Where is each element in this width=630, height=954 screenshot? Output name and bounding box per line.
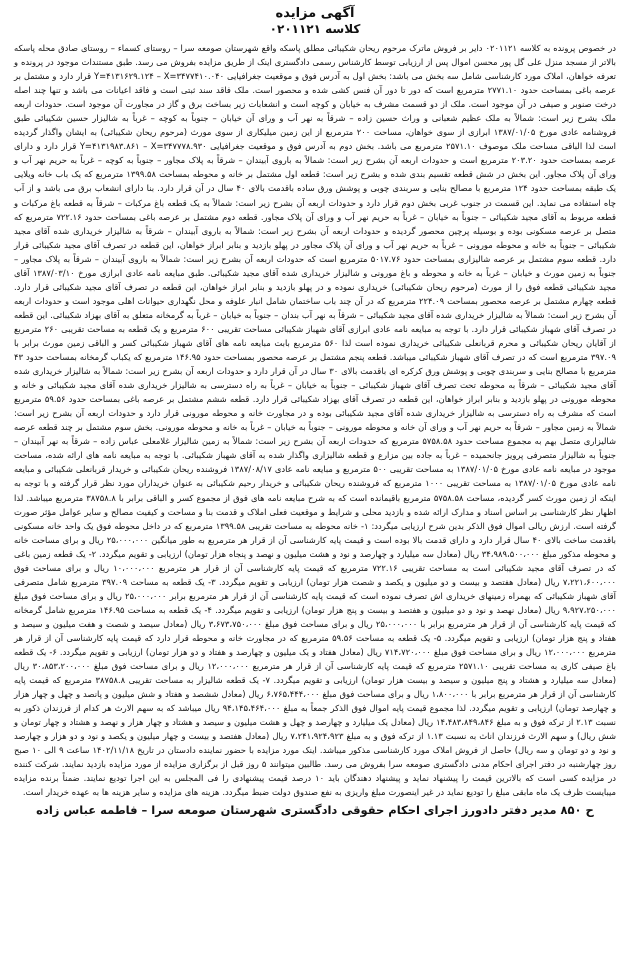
notice-signature: ح ۸۵۰ مدیر دفتر دادورز اجرای احکام حقوقی دادگستری شهرستان صومعه سرا – فاطمه عباس زاده	[36, 802, 594, 817]
notice-class-number: کلاسه ۰۲۰۱۱۲۱	[269, 22, 361, 36]
notice-body-text: در خصوص پرونده به کلاسه ۰۲۰۱۱۲۱ دایر بر فروش ماترک مرحوم ریحان شکیبائی مطلق پاسکه واقع شهرستان صومعه سرا – روستای کسماء – روستای صادق محله پاسکه بالاتر از مسجد منزل علی گل پور محسن اموال پس از ارزیابی توسط کارشناس رسمی دادگستری اینک از طریق مزایده بفروش می رسد. طبق مستندات موجود در پرونده و تعرفه خواهان، املاک مورد کارشناسی شامل سه بخش می باشد: بخش اول به آدرس فوق و موقعیت جغرافیایی Y=۴۱۳۱۶۲۹.۱۲۴ – X=۳۴۷۷۴۱۰.۰۴۰ قرار دارد و مشتمل بر عرصه باغی بمساحت حدود ۲۷۷۱.۱۰ مترمربع است که دور تا دور آن فنس کشی شده و محصور است. ملک فاقد سند ثبتی است و فاقد اعیانات می باشد و تنها چند اصله درخت صنوبر و صیفی در آن موجود است. ملک از دو قسمت مشرف به خیابان و کوچه است و انشعابات زیر بساخت برق و گاز در مجاورت آن موجود است. حدودات اربعه ملک بشرح زیر است: شمالاً به ملک عظیم شعبانی و وراث حسین زاده – شرقاً به نهر آب و ورای آن خیابان – جنوباً به کوچه – غرباً به شالیزار حسین شکیبائی طبق فروشنامه عادی مورخ ۱۳۸۷/۰۱/۰۵ ابرازی از سوی خواهان، مساحت ۲۰۰ مترمربع از این زمین میلیکاری از سوی مورث (مرحوم ریحان شکیبائی) به ایشان واگذار گردیده است لذا الباقی مساحت ملک موصوف ۲۵۷۱.۱۰ مترمربع می باشد. بخش دوم به آدرس فوق و موقعیت جغرافیایی Y=۴۱۳۱۹۸۳.۸۶۱ – X=۳۴۷۷۷۸.۹۳۰ قرار دارد و دارای عرصه بمساحت حدود ۲۰۳.۲۰ مترمربع است و حدودات اربعه آن بشرح زیر است: شمالاً به باروی آبیندان – شرقاً به پلاک مجاور – جنوباً به کوچه – غرباً به حریم نهر آب و ورای آن پلاک مجاور. این بخش در شش قطعه تقسیم بندی شده و بشرح زیر است: قطعه اول مشتمل بر خانه و محوطه بمساحت ۱۳۹۹.۵۸ مترمربع که یک باب خانه ویلایی یک طبقه بمساحت حدود ۱۲۴ مترمربع با مصالح بنایی و سربندی چوبی و پوشش ورق ساده باقدمت بالای ۴۰ سال در آن قرار دارد. بنا دارای انشعاب برق می باشد و از آب چاه استفاده می نماید. این قسمت در جنوب غربی بخش دوم قرار دارد و حدودات اربعه آن بشرح زیر است: شمالاً به یک قطعه باغ مرکبات – شرقاً به قطعه باغ مرکبات و قطعه مربوط به آقای مجید شکیبائی – جنوباً به خیابان – غرباً به حریم نهر آب و ورای آن پلاک مجاور. قطعه دوم مشتمل بر عرصه باغی بمساحت حدود ۷۲۲.۱۶ مترمربع که متصل بر عرصه مسکونی بوده و بوسیله پرچین محصور گردیده و حدودات اربعه آن بشرح زیر است: شمالاً به باروی آبیندان – شرقاً به شالیزار خریداری شده آقای مجید شکیبائی – جنوباً به خانه و محوطه مورونی – غرباً به حریم نهر آب و ورای آن پلاک مجاور در پهلو بازدید و بنابر ابراز خواهان، این قطعه در تصرف آقای مجید شکیبائی قرار دارد. قطعه سوم مشتمل بر عرصه شالیزاری بمساحت حدود ۵۰۱۷.۷۶ مترمربع است که حدودات اربعه آن بشرح زیر است: شمالاً به باروی آبیندان – شرقاً به پلاک مجاور – جنوباً به زمین مورث و خیابان – غرباً به خانه و محوطه و باغ مورونی و شالیزار خریداری شده آقای مجید شکیبائی. طبق مبایعه نامه عادی ابرازی مورخ ۱۳۸۷/۰۳/۱۰ آقای مجید شکیبائی قطعه فوق را از مورث (مرحوم ریحان شکیبائی) خریداری نموده و در پهلو بازدید و بنابر ابراز خواهان، این قطعه در تصرف آقای مجید شکیبائی قرار دارد. قطعه چهارم مشتمل بر عرصه محصور بمساحت ۲۲۴.۰۹ مترمربع که در آن چند باب ساختمان شامل انبار علوفه و محل نگهداری حیوانات اهلی موجود است و حدودات اربعه آن بشرح زیر است: شمالاً به شالیزار خریداری شده آقای مجید شکیبائی – شرقاً به نهر آب بندان – جنوباً به خیابان – غرباً به گرمخانه متعلق به آقای بهزاد شکیبائی. این قطعه در تصرف آقای شهباز شکیبائی قرار دارد. با توجه به مبایعه نامه عادی ابرازی آقای شهباز شکیبائی مساحت تقریبی ۶۰۰ مترمربع و یک قطعه به مساحت تقریبی ۲۶۰ مترمربع از آقایان ریحان شکیبائی و محرم قربانعلی شکیبائی خریداری نموده است لذا ۵۶۰ مترمربع بابت مبایعه نامه های آقای شهباز شکیبائی کسر و الباقی زمین مورث برابر با ۳۹۷.۰۹ مترمربع است که در تصرف آقای شهباز شکیبائی میباشد. قطعه پنجم مشتمل بر عرصه محصور بمساحت حدود ۱۴۶.۹۵ مترمربع که یکباب گرمخانه بمساحت حدود ۴۳ مترمربع با مصالح بنایی و سربندی چوبی و پوشش ورق کرکره ای باقدمت بالای ۳۰ سال در آن قرار دارد و حدودات اربعه آن بشرح زیر است: شمالاً به شالیزار خریداری شده آقای مجید شکیبائی – شرقاً به محوطه تحت تصرف آقای شهباز شکیبائی – جنوباً به خیابان – غرباً به راه دسترسی به شالیزار خریداری شده آقای مجید شکیبائی و خانه و محوطه مورونی در پهلو بازدید و بنابر ابراز خواهان، این قطعه در تصرف آقای بهزاد شکیبائی قرار دارد. قطعه ششم مشتمل بر عرصه باغی بمساحت حدود ۵۹.۵۶ مترمربع است که مشرف به راه دسترسی به شالیزار خریداری شده آقای مجید شکیبائی بوده و در مجاورت خانه و محوطه مورونی قرار دارد و حدودات اربعه آن بشرح زیر است: شمالاً به زمین مجاور – شرقاً به حریم نهر آب و ورای آن خانه و محوطه مورونی – جنوباً به خیابان – غرباً به خانه و محوطه مورونی. بخش سوم مشتمل بر چند قطعه عرصه شالیزاری متصل بهم به مجموع مساحت حدود ۵۷۵۸.۵۸ مترمربع که حدودات اربعه آن بشرح زیر است: شمالاً به زمین شالیزار غلامعلی عباس زاده – شرقاً به نهر آبیندان – جنوباً به شالیزار متصرفی پرویز جانحمیده – غرباً به جاده بین مزارع و قطعه شالیزاری واگذار شده به آقای شهباز شکیبائی. با توجه به مبایعه نامه های ارائه شده، مساحت موجود در مبایعه نامه عادی مورخ ۱۳۸۷/۰۱/۰۵ به مساحت تقریبی ۵۰۰ مترمربع و مبایعه نامه عادی ۱۳۸۷/۰۸/۱۷ فروشنده ریحان شکیبائی و خریدار قربانعلی شکیبائی و مبایعه نامه عادی مورخ ۱۳۸۷/۰۱/۰۵ به مساحت تقریبی ۱۰۰۰ مترمربع که فروشنده ریحان شکیبائی و خریدار رحیم شکیبائی به عنوان خریداران مورد نظر قرار گرفته و با توجه به اینکه از زمین مورث کسر گردیده، مساحت ۵۷۵۸.۵۸ مترمربع باقیمانده است که به شرح مبایعه نامه های فوق از مجموع کسر و الباقی برابر با ۳۸۷۵۸.۸ مترمربع میباشد. لذا اظهار نظر کارشناسی بر اساس اسناد و مدارک ارائه شده و بازدید محلی و شرایط و موقعیت فعلی املاک و قدمت بنا و مساحت و کیفیت مصالح و سایر عوامل مؤثر صورت گرفته است. ارزش ریالی اموال فوق الذکر بدین شرح ارزیابی میگردد: ۱- خانه محوطه به مساحت تقریبی ۱۳۹۹.۵۸ مترمربع که در داخل محوطه فوق یک واحد خانه مسکونی باقدمت ساخت بالای ۴۰ سال قرار دارد و دارای قدمت بالا بوده است و قیمت پایه کارشناسی آن از قرار هر مترمربع به طور میانگین ۲۵،۰۰۰،۰۰۰ ریال و برای مساحت خانه و محوطه مذکور مبلغ ۳۴،۹۸۹،۵۰۰،۰۰۰ ریال (معادل سه میلیارد و چهارصد و نود و هشت میلیون و نهصد و پنجاه هزار تومان) ارزیابی و تقویم میگردد. ۲- یک قطعه زمین باغی که در تصرف آقای مجید شکیبائی است به مساحت تقریبی ۷۲۲.۱۶ مترمربع که قیمت پایه کارشناسی آن از قرار هر مترمربع ۱۰،۰۰۰،۰۰۰ ریال و برای مساحت فوق ۷،۲۲۱،۶۰۰،۰۰۰ ریال (معادل هفتصد و بیست و دو میلیون و یکصد و شصت هزار تومان) ارزیابی و تقویم میگردد. ۳- یک قطعه به مساحت ۳۹۷.۰۹ مترمربع شامل متصرفی آقای شهباز شکیبائی که بهمراه زمینهای خریداری اش تصرف نموده است که قیمت پایه کارشناسی آن از قرار هر مترمربع برابر ۲۵،۰۰۰،۰۰۰ ریال و برای مساحت فوق مبلغ ۹،۹۲۷،۲۵۰،۰۰۰ ریال (معادل نهصد و نود و دو میلیون و هفتصد و بیست و پنج هزار تومان) ارزیابی و تقویم میگردد. ۴- یک قطعه به مساحت ۱۴۶.۹۵ مترمربع شامل گرمخانه که قیمت پایه کارشناسی آن از قرار هر مترمربع برابر با ۲۵،۰۰۰،۰۰۰ ریال و برای مساحت فوق مبلغ ۳،۶۷۳،۷۵۰،۰۰۰ ریال (معادل سیصد و شصت و هفت میلیون و سیصد و هفتاد و پنج هزار تومان) ارزیابی و تقویم میگردد. ۵- یک قطعه به مساحت ۵۹.۵۶ مترمربع که در مجاورت خانه و محوطه قرار دارد که قیمت پایه کارشناسی آن از قرار هر مترمربع ۱۲،۰۰۰،۰۰۰ ریال و برای مساحت فوق مبلغ ۷۱۴،۷۲۰،۰۰۰ ریال (معادل هفتاد و یک میلیون و چهارصد و هفتاد و دو هزار تومان) ارزیابی و تقویم میگردد. ۶- یک قطعه باغ صیفی کاری به مساحت تقریبی ۲۵۷۱.۱۰ مترمربع که قیمت پایه کارشناسی آن از قرار هر مترمربع ۱۲،۰۰۰،۰۰۰ ریال و برای مساحت فوق مبلغ ۳۰،۸۵۳،۲۰۰،۰۰۰ ریال (معادل سه میلیارد و هشتاد و پنج میلیون و سیصد و بیست هزار تومان) ارزیابی و تقویم میگردد. ۷- یک قطعه شالیزار به مساحت تقریبی ۳۸۷۵۸.۸ مترمربع که قیمت پایه کارشناسی آن از قرار هر مترمربع برابر با ۱،۸۰۰،۰۰۰ ریال و برای مساحت فوق مبلغ ۶،۷۶۵،۴۴۴،۰۰۰ ریال (معادل ششصد و هفتاد و شش میلیون و پانصد و چهل و چهار هزار و چهارصد تومان) ارزیابی و تقویم میگردد. لذا مجموع قیمت پایه اموال فوق الذکر جمعاً به مبلغ ۹۴،۱۴۵،۴۶۴،۰۰۰ ریال میباشد که به سهم الارث هر کدام از فرزندان ذکور به نسبت ۲.۱۳ از ترکه فوق و به مبلغ ۱۴،۴۸۳،۸۴۹،۸۴۶ ریال (معادل یک میلیارد و چهارصد و چهل و هشت میلیون و سیصد و هشتاد و چهار هزار و نهصد و هشتاد و چهار تومان و شش ریال) و سهم الارث فرزندان اناث به نسبت ۱.۱۳ از ترکه فوق و به مبلغ ۷،۲۴۱،۹۲۴،۹۲۳ ریال (معادل هفتصد و بیست و چهار میلیون و یکصد و نود و دو هزار و چهارصد و نود و دو تومان و سه ریال) حاصل از فروش املاک مورد کارشناسی مذکور میباشد. اینک مورد مزایده با حضور نماینده دادستان در تاریخ ۱۴۰۲/۱۱/۱۸ ساعت ۹ الی ۱۰ صبح روز چهارشنبه در دفتر اجرای احکام مدنی دادگستری صومعه سرا بفروش می رسد. طالبین میتوانند ۵ روز قبل از برگزاری مزایده از مورد مزایده بازدید نمایند. شرکت کننده در مزایده کسی است که بالاترین قیمت را پیشنهاد نماید و پیشنهاد دهندگان باید ۱۰ درصد قیمت پیشنهادی را فی المجلس به این اجرا تودیع نمایند. ضمناً برنده مزایده میبایست ظرف یک ماه مابقی مبلغ را تودیع نماید در غیر اینصورت مبلغ واریزی به نفع صندوق دولت ضبط میگردد. هزینه های مزایده و سایر هزینه ها به عهده خریدار است.	[14, 43, 617, 798]
notice-title: آگهی مزایده	[275, 6, 355, 21]
